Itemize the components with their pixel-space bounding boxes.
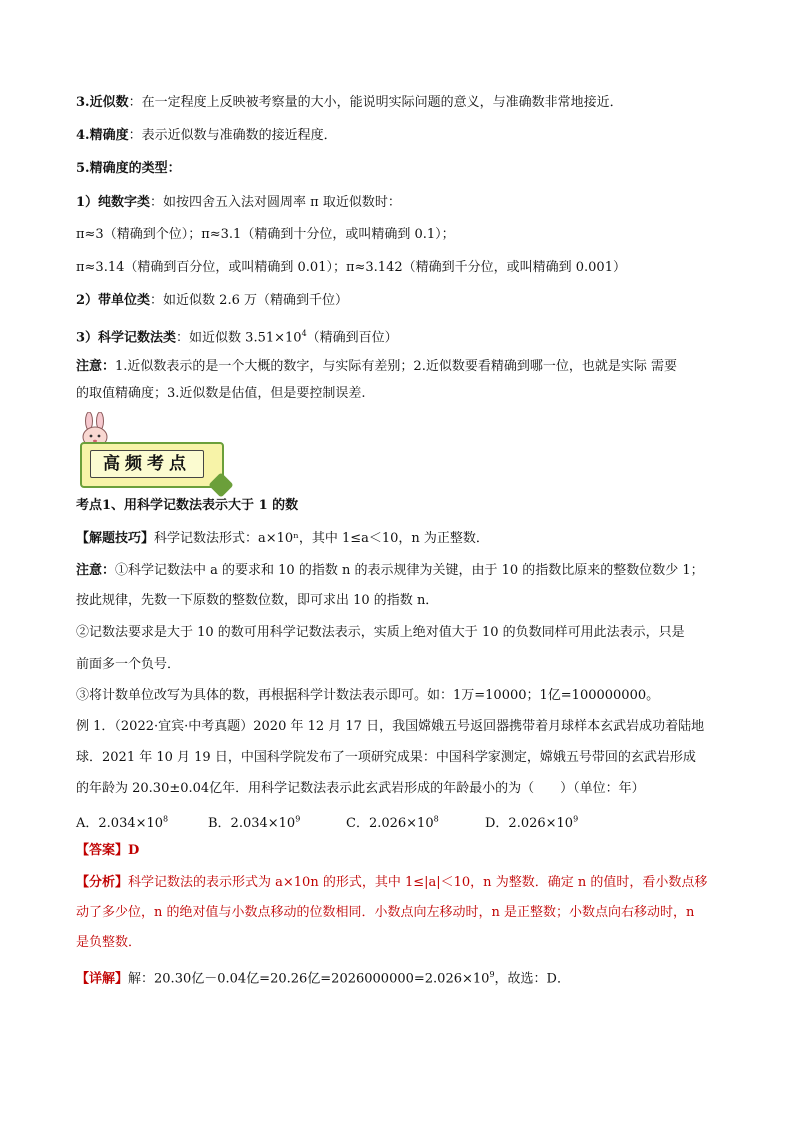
precision-label: 4.精确度: [76, 128, 129, 143]
point-1-note-line-3: ②记数法要求是大于 10 的数可用科学记数法表示，实质上绝对值大于 10 的负数同样可用此法表示，只是: [76, 625, 685, 640]
detail-text-post: ，故选：D．: [494, 971, 570, 987]
option-b: [208, 812, 300, 831]
point-1-note-line-1: [76, 562, 704, 580]
unit-text: ：如近似数 2.6 万（精确到千位）: [150, 293, 348, 308]
analysis-text: 科学记数法的表示形式为 a×10n 的形式，其中 1≤|a|＜10，n 为整数．确定 n 的值时，看小数点移: [128, 875, 708, 890]
approx-text: ：在一定程度上反映被考察量的大小，能说明实际问题的意义，与准确数非常地接近．: [128, 95, 623, 110]
option-c-exp: 8: [433, 814, 439, 824]
option-a-exp: 8: [163, 814, 169, 824]
note-1-label: 注意：: [76, 359, 116, 374]
option-a-label: A．2.034×10: [76, 816, 164, 831]
tip-text: 科学记数法形式：a×10ⁿ，其中 1≤a＜10，n 为正整数．: [154, 531, 489, 546]
pure-label: 1）纯数字类: [76, 195, 151, 210]
option-d-label: D．2.026×10: [485, 816, 574, 831]
example-1-line-3: 的年龄为 20.30±0.04亿年．用科学记数法表示此玄武岩形成的年龄最小的为（ ）（单位：年）: [76, 781, 645, 796]
type-sci: [76, 325, 398, 347]
sci-exponent: 4: [301, 329, 307, 338]
point-1-note-line-4: 前面多一个负号．: [76, 657, 181, 672]
type-pure: [76, 194, 401, 212]
analysis-line-1: [76, 874, 707, 892]
point-1-title: 考点1、用科学记数法表示大于 1 的数: [76, 498, 299, 513]
note-1-line-1: [76, 358, 677, 376]
option-c-label: C．2.026×10: [346, 816, 434, 831]
type-unit: [76, 292, 348, 310]
point-1-note-text: ①科学记数法中 a 的要求和 10 的指数 n 的表示规律为关键，由于 10 的指数比原来的整数位数少 1；: [115, 563, 704, 578]
option-b-exp: 9: [295, 814, 301, 824]
types-heading: 5.精确度的类型：: [76, 161, 181, 176]
banner-box: [80, 442, 224, 488]
precision-text: ：表示近似数与准确数的接近程度．: [128, 128, 337, 143]
approx-label: 3.近似数: [76, 95, 129, 110]
option-c: [346, 812, 439, 831]
section-banner: [76, 412, 226, 488]
pi-line-1: π≈3（精确到个位）；π≈3.1（精确到十分位，或叫精确到 0.1）；: [76, 227, 455, 242]
detail-exponent: 9: [489, 970, 495, 979]
detail-text: 解：20.30亿－0.04亿=20.26亿=2026000000=2.026×10: [128, 971, 490, 987]
point-1-note-line-5: ③将计数单位改写为具体的数，再根据科学计数法表示即可。如：1万=10000；1亿=100000000。: [76, 688, 660, 703]
option-d: [485, 812, 578, 831]
option-d-exp: 9: [573, 814, 579, 824]
sci-text: ：如近似数 3.51×10: [176, 330, 302, 346]
analysis-line-2: 动了多少位，n 的绝对值与小数点移动的位数相同．小数点向左移动时，n 是正整数；小数点向右移动时，n: [76, 905, 695, 920]
detail-label: 【详解】: [76, 971, 129, 987]
detail-line: [76, 966, 570, 988]
answer-line: [76, 842, 139, 860]
answer-value: D: [128, 843, 140, 858]
example-1-line-1: 例 1．（2022·宜宾·中考真题）2020 年 12 月 17 日，我国嫦娥五号返回器携带着月球样本玄武岩成功着陆地: [76, 719, 705, 734]
analysis-label: 【分析】: [76, 875, 129, 890]
note-1-text: 1.近似数表示的是一个大概的数字，与实际有差别；2.近似数要看精确到哪一位，也就是实际 需要: [115, 359, 677, 374]
point-1-tip: [76, 530, 489, 548]
example-1-line-2: 球．2021 年 10 月 19 日，中国科学院发布了一项研究成果：中国科学家测定，嫦娥五号带回的玄武岩形成: [76, 750, 696, 765]
note-1-line-2: 的取值精确度；3.近似数是估值，但是要控制误差.: [76, 386, 366, 401]
point-1-note-line-2: 按此规律，先数一下原数的整数位数，即可求出 10 的指数 n．: [76, 593, 439, 608]
banner-corner: [208, 472, 233, 497]
pi-line-2: π≈3.14（精确到百分位，或叫精确到 0.01）；π≈3.142（精确到千分位，或叫精确到 0.001）: [76, 260, 626, 275]
banner-title: 高频考点: [90, 450, 204, 478]
answer-label: 【答案】: [76, 843, 129, 858]
pure-text: ：如按四舍五入法对圆周率 π 取近似数时：: [150, 195, 401, 210]
definition-precision: [76, 127, 337, 145]
analysis-line-3: 是负整数．: [76, 935, 142, 950]
option-b-label: B．2.034×10: [208, 816, 296, 831]
definition-approx: [76, 94, 623, 112]
option-a: [76, 812, 168, 831]
tip-label: 【解题技巧】: [76, 531, 155, 546]
unit-label: 2）带单位类: [76, 293, 151, 308]
sci-label: 3）科学记数法类: [76, 330, 177, 346]
point-1-note-label: 注意：: [76, 563, 116, 578]
sci-text-post: （精确到百位）: [306, 330, 398, 346]
